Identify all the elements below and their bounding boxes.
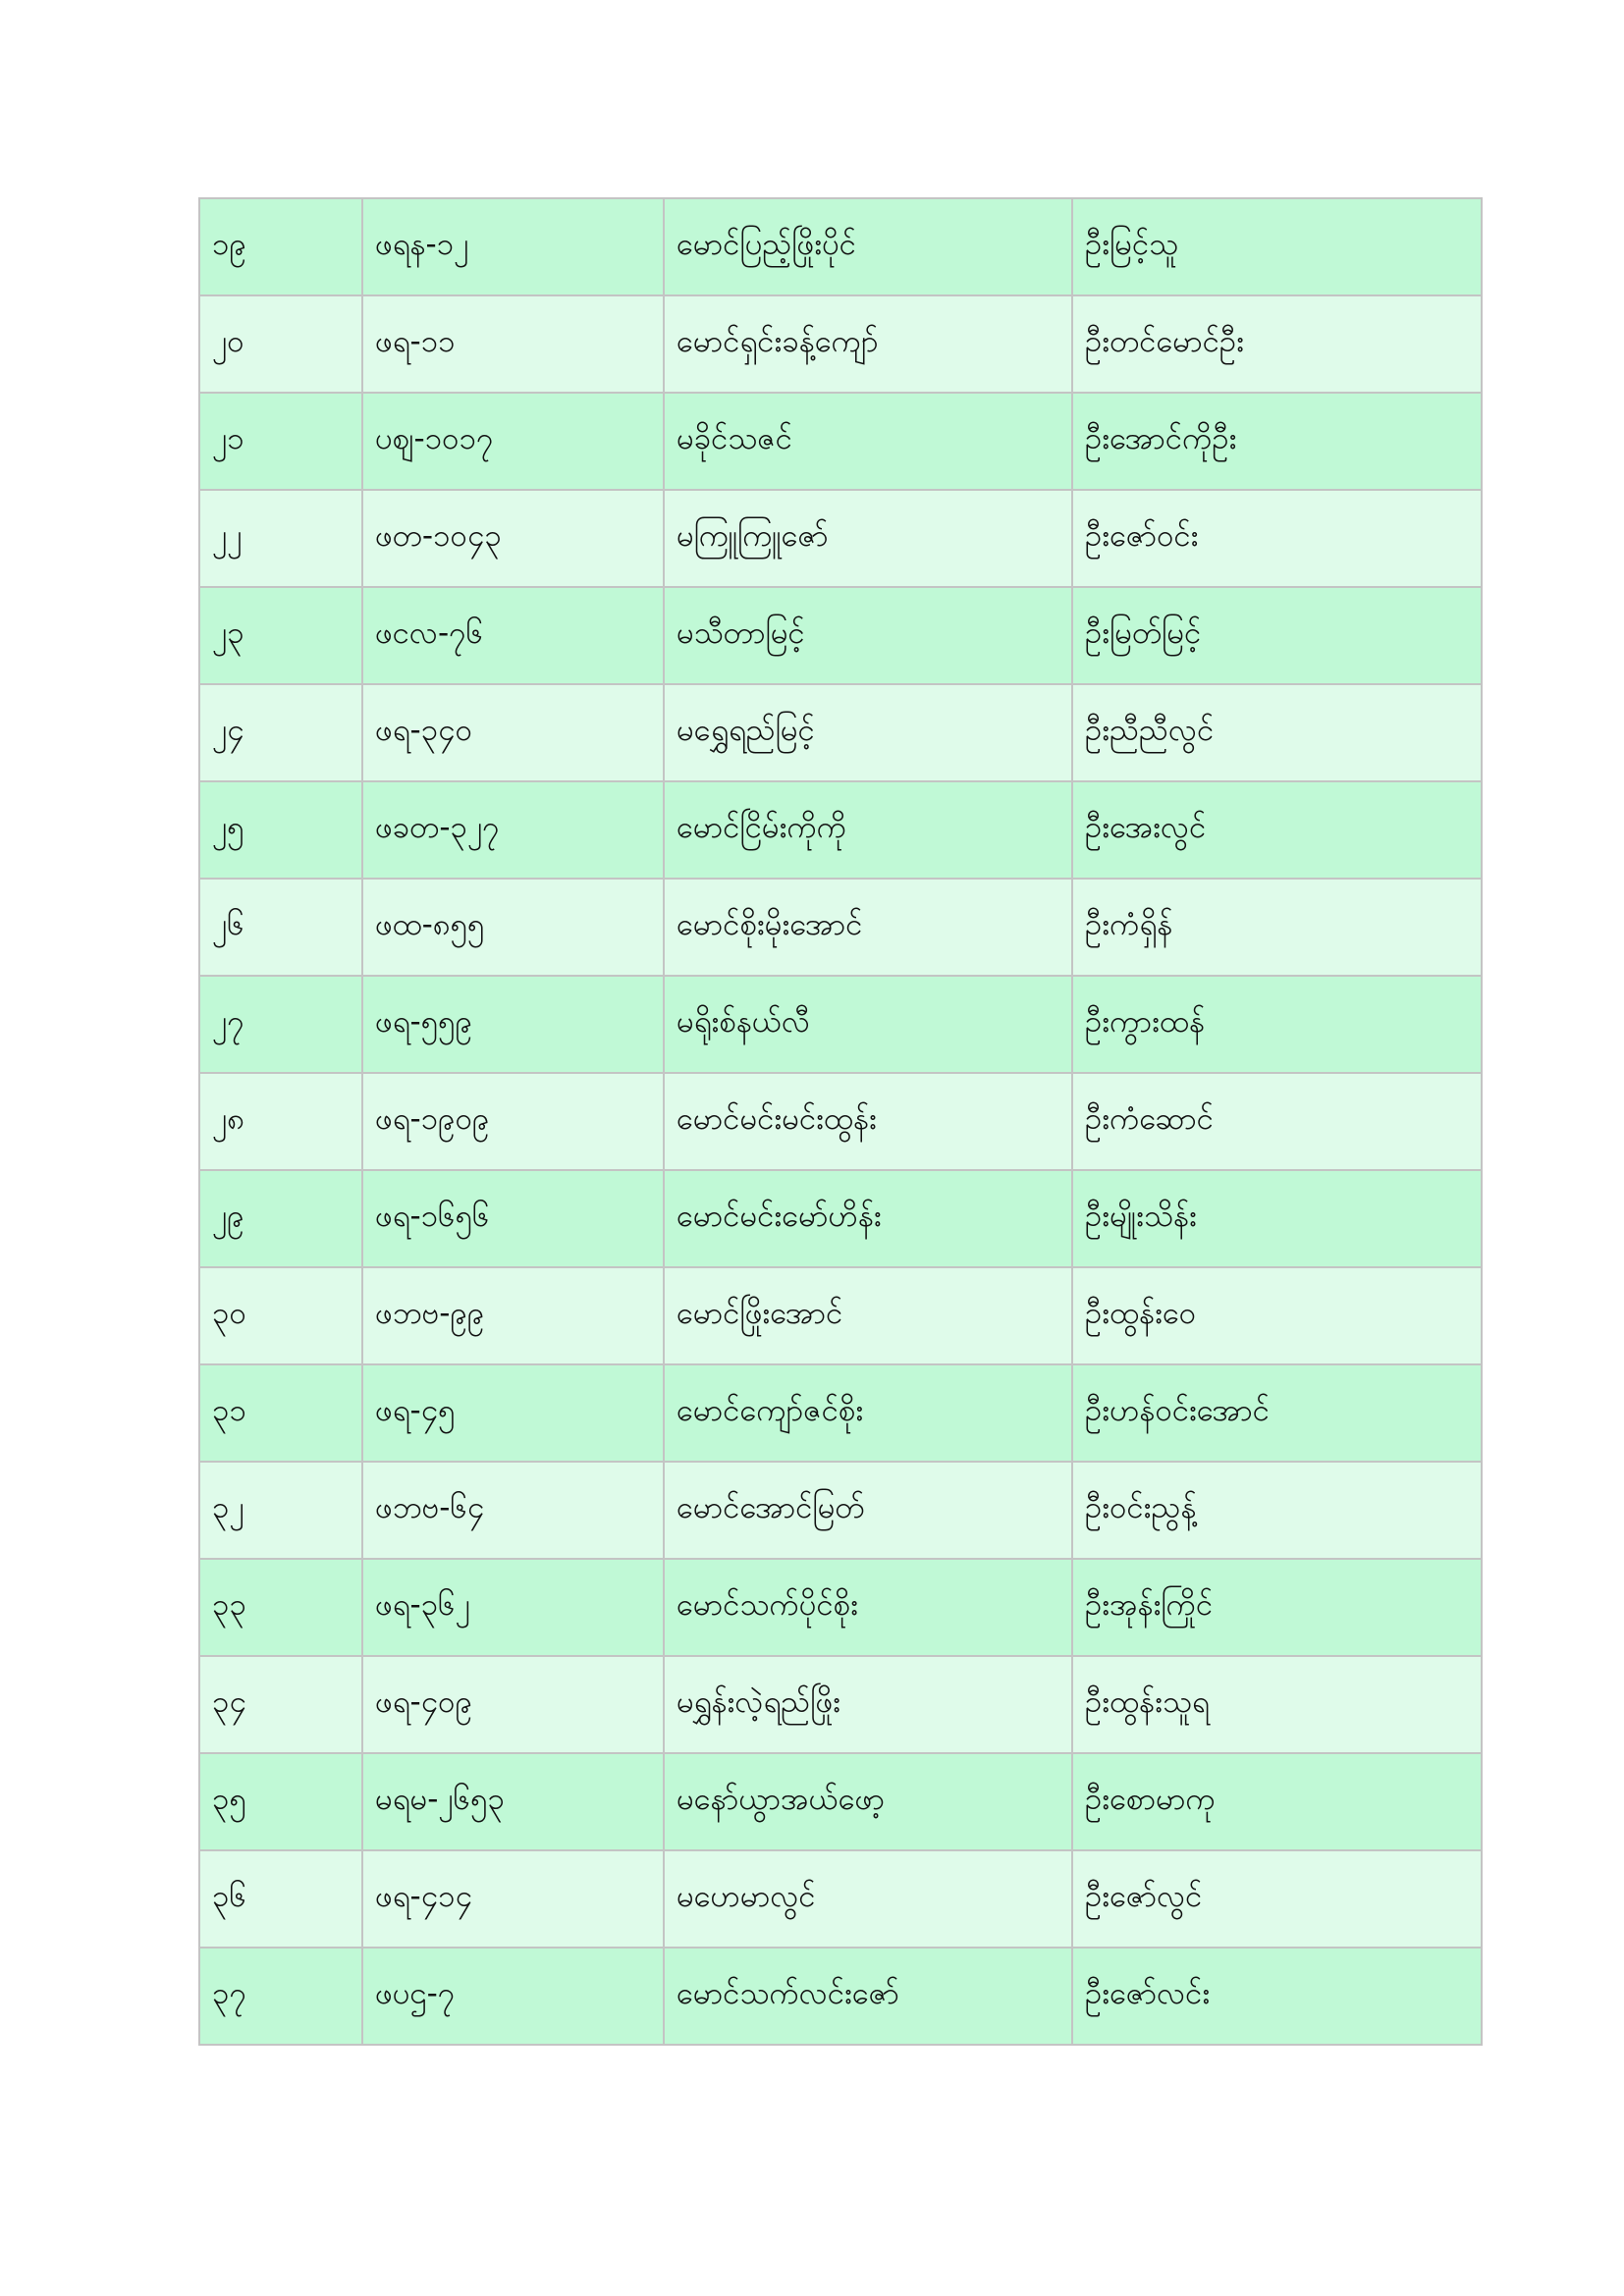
row-number-cell: ၂၁ bbox=[199, 393, 362, 490]
registration-code-cell: ဖရ-၄၁၄ bbox=[362, 1850, 664, 1948]
father-name-cell: ဦးအောင်ကိုဦး bbox=[1072, 393, 1482, 490]
registration-code-cell: ဖဘဗ-၆၄ bbox=[362, 1462, 664, 1559]
registration-code-cell: ဖရ-၅၅၉ bbox=[362, 976, 664, 1073]
table-row bbox=[199, 490, 1482, 587]
table-row bbox=[199, 295, 1482, 393]
table-row bbox=[199, 1364, 1482, 1462]
student-name-cell: မနော်ယွာအယ်ဖော့ bbox=[664, 1753, 1072, 1850]
table-row bbox=[199, 879, 1482, 976]
father-name-cell: ဦးဟန်ဝင်းအောင် bbox=[1072, 1364, 1482, 1462]
student-name-cell: မခိုင်သဇင် bbox=[664, 393, 1072, 490]
table-row bbox=[199, 1559, 1482, 1656]
student-name-cell: မောင်ကျော်ဇင်စိုး bbox=[664, 1364, 1072, 1462]
table-row bbox=[199, 1753, 1482, 1850]
row-number-cell: ၁၉ bbox=[199, 198, 362, 295]
registration-code-cell: ဖခတ-၃၂၇ bbox=[362, 781, 664, 879]
table-row bbox=[199, 587, 1482, 684]
father-name-cell: ဦးကံဆောင် bbox=[1072, 1073, 1482, 1170]
table-row bbox=[199, 1267, 1482, 1364]
table-row bbox=[199, 976, 1482, 1073]
table-row bbox=[199, 1170, 1482, 1267]
student-name-cell: မောင်ပြည့်ဖြိုးပိုင် bbox=[664, 198, 1072, 295]
table-row bbox=[199, 684, 1482, 781]
row-number-cell: ၂၇ bbox=[199, 976, 362, 1073]
row-number-cell: ၂၅ bbox=[199, 781, 362, 879]
table-row bbox=[199, 1850, 1482, 1948]
student-name-cell: မကြူကြူဇော် bbox=[664, 490, 1072, 587]
table-row bbox=[199, 781, 1482, 879]
row-number-cell: ၃၇ bbox=[199, 1948, 362, 2045]
registration-code-cell: ဖထ-၈၅၅ bbox=[362, 879, 664, 976]
father-name-cell: ဦးညီညီလွင် bbox=[1072, 684, 1482, 781]
father-name-cell: ဦးဇော်လင်း bbox=[1072, 1948, 1482, 2045]
registration-code-cell: ဖရ-၃၆၂ bbox=[362, 1559, 664, 1656]
father-name-cell: ဦးထွန်းဝေ bbox=[1072, 1267, 1482, 1364]
table-row bbox=[199, 1462, 1482, 1559]
registration-code-cell: ဖရ-၄၀၉ bbox=[362, 1656, 664, 1753]
row-number-cell: ၂၄ bbox=[199, 684, 362, 781]
table-row bbox=[199, 1948, 1482, 2045]
father-name-cell: ဦးတင်မောင်ဦး bbox=[1072, 295, 1482, 393]
father-name-cell: ဦးအေးလွင် bbox=[1072, 781, 1482, 879]
registration-code-cell: ဖရန-၁၂ bbox=[362, 198, 664, 295]
student-name-cell: မရွှေရည်မြင့် bbox=[664, 684, 1072, 781]
student-name-cell: မောင်မင်းမင်းထွန်း bbox=[664, 1073, 1072, 1170]
student-name-cell: မောင်သက်လင်းဇော် bbox=[664, 1948, 1072, 2045]
registration-code-cell: ဖရ-၁၉၀၉ bbox=[362, 1073, 664, 1170]
father-name-cell: ဦးအုန်းကြိုင် bbox=[1072, 1559, 1482, 1656]
row-number-cell: ၃၁ bbox=[199, 1364, 362, 1462]
student-name-cell: မဟေမာလွင် bbox=[664, 1850, 1072, 1948]
student-table bbox=[198, 197, 1483, 2046]
row-number-cell: ၂၆ bbox=[199, 879, 362, 976]
table-row bbox=[199, 393, 1482, 490]
registration-code-cell: ဖတ-၁၀၄၃ bbox=[362, 490, 664, 587]
registration-code-cell: ဖရ-၄၅ bbox=[362, 1364, 664, 1462]
father-name-cell: ဦးမြတ်မြင့် bbox=[1072, 587, 1482, 684]
student-name-cell: မောင်ဖြိုးအောင် bbox=[664, 1267, 1072, 1364]
student-name-cell: မောင်အောင်မြတ် bbox=[664, 1462, 1072, 1559]
registration-code-cell: ဖရ-၁၁ bbox=[362, 295, 664, 393]
father-name-cell: ဦးထွန်းသူရ bbox=[1072, 1656, 1482, 1753]
student-name-cell: မောင်ရှင်းခန့်ကျော် bbox=[664, 295, 1072, 393]
row-number-cell: ၂၀ bbox=[199, 295, 362, 393]
row-number-cell: ၃၂ bbox=[199, 1462, 362, 1559]
student-name-cell: မရိုးစ်နယ်လီ bbox=[664, 976, 1072, 1073]
row-number-cell: ၃၅ bbox=[199, 1753, 362, 1850]
father-name-cell: ဦးဝင်းညွန့် bbox=[1072, 1462, 1482, 1559]
table-row bbox=[199, 1656, 1482, 1753]
student-name-cell: မရွှန်းလဲ့ရည်ဖြိုး bbox=[664, 1656, 1072, 1753]
row-number-cell: ၂၃ bbox=[199, 587, 362, 684]
student-table-body bbox=[199, 198, 1482, 2045]
row-number-cell: ၃၀ bbox=[199, 1267, 362, 1364]
row-number-cell: ၂၈ bbox=[199, 1073, 362, 1170]
father-name-cell: ဦးဇော်လွင် bbox=[1072, 1850, 1482, 1948]
row-number-cell: ၃၄ bbox=[199, 1656, 362, 1753]
student-name-cell: မသီတာမြင့် bbox=[664, 587, 1072, 684]
father-name-cell: ဦးကွားထန် bbox=[1072, 976, 1482, 1073]
student-name-cell: မောင်မင်းမော်ဟိန်း bbox=[664, 1170, 1072, 1267]
father-name-cell: ဦးစောမာကု bbox=[1072, 1753, 1482, 1850]
row-number-cell: ၃၆ bbox=[199, 1850, 362, 1948]
registration-code-cell: ဖရ-၁၆၅၆ bbox=[362, 1170, 664, 1267]
registration-code-cell: ဖဘဗ-၉၉ bbox=[362, 1267, 664, 1364]
student-name-cell: မောင်သက်ပိုင်စိုး bbox=[664, 1559, 1072, 1656]
father-name-cell: ဦးမြင့်သူ bbox=[1072, 198, 1482, 295]
table-row bbox=[199, 198, 1482, 295]
registration-code-cell: ဖရ-၃၄၀ bbox=[362, 684, 664, 781]
registration-code-cell: ပဈ-၁၀၁၇ bbox=[362, 393, 664, 490]
table-row bbox=[199, 1073, 1482, 1170]
father-name-cell: ဦးဇော်ဝင်း bbox=[1072, 490, 1482, 587]
row-number-cell: ၂၂ bbox=[199, 490, 362, 587]
father-name-cell: ဦးကံရှိန် bbox=[1072, 879, 1482, 976]
registration-code-cell: မရမ-၂၆၅၃ bbox=[362, 1753, 664, 1850]
row-number-cell: ၃၃ bbox=[199, 1559, 362, 1656]
registration-code-cell: ဖငလ-၇၆ bbox=[362, 587, 664, 684]
student-name-cell: မောင်ငြိမ်းကိုကို bbox=[664, 781, 1072, 879]
father-name-cell: ဦးမျိုးသိန်း bbox=[1072, 1170, 1482, 1267]
row-number-cell: ၂၉ bbox=[199, 1170, 362, 1267]
student-name-cell: မောင်စိုးမိုးအောင် bbox=[664, 879, 1072, 976]
registration-code-cell: ဖပဌ-၇ bbox=[362, 1948, 664, 2045]
